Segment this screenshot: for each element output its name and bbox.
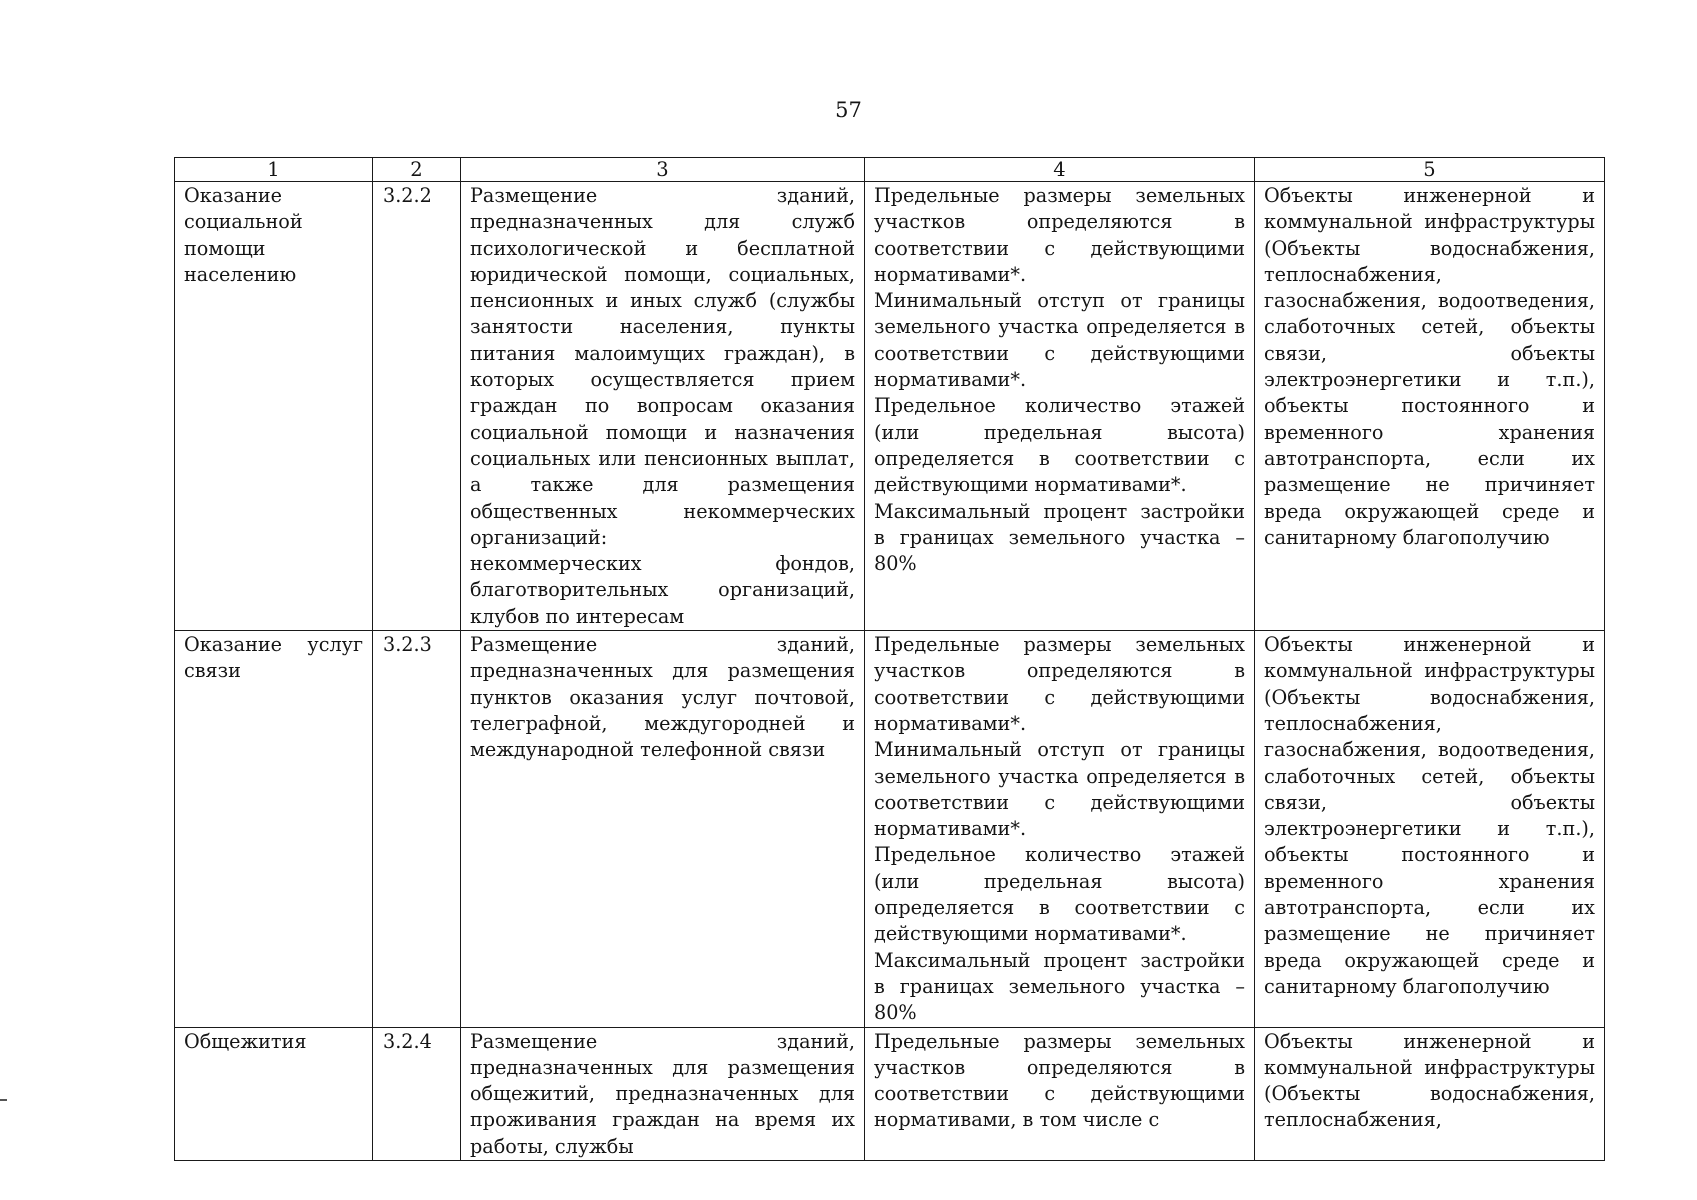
auxiliary-paragraph: Объекты инженерной и коммунальной инфраструктуры (Объекты водоснабжения, теплоснабжения, <box>1264 1029 1595 1132</box>
table-row <box>175 182 1605 631</box>
description-paragraph: некоммерческих фондов, благотворительных организаций, клубов по интересам <box>470 552 855 628</box>
column-header: 2 <box>373 158 461 182</box>
column-header: 5 <box>1255 158 1605 182</box>
scan-edge-mark <box>0 1099 7 1101</box>
land-use-code-cell: 3.2.4 <box>373 1027 461 1160</box>
description-cell <box>461 1027 865 1160</box>
table-row <box>175 1027 1605 1160</box>
parameter-paragraph: Предельное количество этажей (или предельная высота) определяется в соответствии с действующими нормативами*. <box>874 394 1245 497</box>
land-use-name-cell: Оказание услуг связи <box>175 631 373 1027</box>
parameter-paragraph: Максимальный процент застройки в границах земельного участка – 80% <box>874 499 1245 576</box>
column-header: 1 <box>175 158 373 182</box>
land-use-name-cell: Общежития <box>175 1027 373 1160</box>
auxiliary-uses-cell <box>1255 631 1605 1027</box>
description-paragraph: Размещение зданий, предназначенных для размещения общежитий, предназначенных для проживания граждан на время их работы, службы <box>470 1029 855 1158</box>
column-header: 4 <box>865 158 1255 182</box>
auxiliary-uses-cell <box>1255 1027 1605 1160</box>
parameter-paragraph: Минимальный отступ от границы земельного участка определяется в соответствии с действующими нормативами*. <box>874 738 1245 841</box>
description-paragraph: Размещение зданий, предназначенных для служб психологической и бесплатной юридической помощи, социальных, пенсионных и иных служб (службы занятости населения, пункты питания малоимущих граждан), в которых осуществляется прием граждан по вопросам оказания социальной помощи и назначения социальных или пенсионных выплат, а также для размещения общественных некоммерческих организаций: <box>470 184 855 549</box>
description-cell <box>461 182 865 631</box>
parameter-paragraph: Минимальный отступ от границы земельного участка определяется в соответствии с действующими нормативами*. <box>874 289 1245 392</box>
page-number: 57 <box>835 98 862 122</box>
parameter-paragraph: Максимальный процент застройки в границах земельного участка – 80% <box>874 948 1245 1025</box>
parameters-cell <box>865 1027 1255 1160</box>
parameter-paragraph: Предельные размеры земельных участков определяются в соответствии с действующими нормативами*. <box>874 633 1245 735</box>
table-header-row <box>175 158 1605 182</box>
parameters-cell <box>865 631 1255 1027</box>
parameters-cell <box>865 182 1255 631</box>
parameter-paragraph: Предельные размеры земельных участков определяются в соответствии с действующими нормативами, в том числе с <box>874 1029 1245 1132</box>
regulations-table-wrapper <box>174 157 1606 1158</box>
table-row <box>175 631 1605 1027</box>
land-use-code-cell: 3.2.3 <box>373 631 461 1027</box>
auxiliary-paragraph: Объекты инженерной и коммунальной инфраструктуры (Объекты водоснабжения, теплоснабжения, газоснабжения, водоотведения, слаботочных сетей, объекты связи, объекты электроэнергетики и т.п.), объекты постоянного и временного хранения автотранспорта, если их размещение не причиняет вреда окружающей среде и санитарному благополучию <box>1264 633 1595 998</box>
column-header: 3 <box>461 158 865 182</box>
description-cell <box>461 631 865 1027</box>
auxiliary-uses-cell <box>1255 182 1605 631</box>
land-use-code-cell: 3.2.2 <box>373 182 461 631</box>
parameter-paragraph: Предельные размеры земельных участков определяются в соответствии с действующими нормативами*. <box>874 184 1245 286</box>
auxiliary-paragraph: Объекты инженерной и коммунальной инфраструктуры (Объекты водоснабжения, теплоснабжения, газоснабжения, водоотведения, слаботочных сетей, объекты связи, объекты электроэнергетики и т.п.), объекты постоянного и временного хранения автотранспорта, если их размещение не причиняет вреда окружающей среде и санитарному благополучию <box>1264 184 1595 549</box>
regulations-table <box>174 157 1605 1161</box>
parameter-paragraph: Предельное количество этажей (или предельная высота) определяется в соответствии с действующими нормативами*. <box>874 843 1245 946</box>
land-use-name-cell: Оказание социальной помощи населению <box>175 182 373 631</box>
description-paragraph: Размещение зданий, предназначенных для размещения пунктов оказания услуг почтовой, телеграфной, междугородней и международной телефонной связи <box>470 633 855 762</box>
